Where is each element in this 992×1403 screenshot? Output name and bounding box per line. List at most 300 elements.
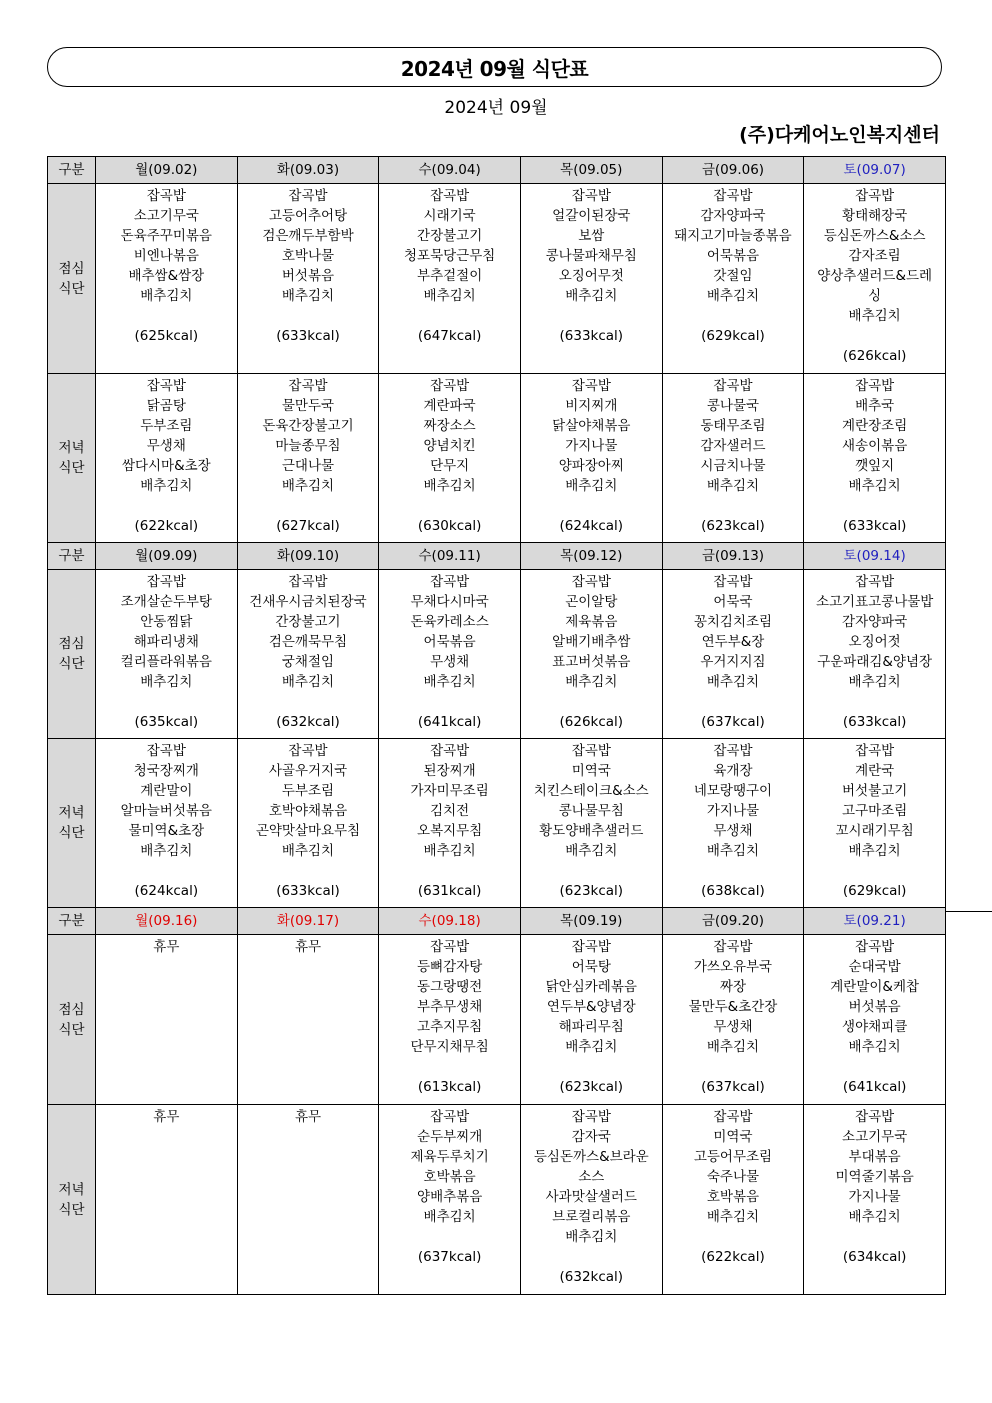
menu-item: 잡곡밥 <box>430 1109 470 1125</box>
menu-item: 양상추샐러드&드레 <box>817 268 933 284</box>
menu-item <box>521 861 662 881</box>
organization-name: (주)다케어노인복지센터 <box>739 124 940 146</box>
menu-item: 오징어젓 <box>848 634 901 650</box>
menu-item: 감자양파국 <box>842 614 908 630</box>
day-date-header: 화(09.17) <box>237 908 379 935</box>
menu-item <box>804 1227 945 1247</box>
menu-item: 양념치킨 <box>423 438 476 454</box>
calorie-value: (641kcal) <box>417 714 482 730</box>
menu-item: 간장불고기 <box>275 614 341 630</box>
menu-item: 고등어무조림 <box>693 1149 773 1165</box>
menu-item: 무생채 <box>146 438 186 454</box>
day-date-header: 목(09.19) <box>520 908 662 935</box>
menu-item: 소스 <box>578 1169 605 1185</box>
calorie-value: (630kcal) <box>417 518 482 534</box>
day-date-header: 금(09.06) <box>662 157 804 184</box>
menu-item: 배추김치 <box>140 674 193 690</box>
menu-item: 잡곡밥 <box>146 743 186 759</box>
lunch-label <box>48 935 96 1105</box>
menu-item: 배추김치 <box>848 1209 901 1225</box>
menu-item: 청국장찌개 <box>133 763 199 779</box>
calorie-value: (613kcal) <box>417 1079 482 1095</box>
menu-item: 새송이볶음 <box>842 438 908 454</box>
menu-item: 단무지 <box>430 458 470 474</box>
calorie-value: (622kcal) <box>701 1249 765 1265</box>
calorie-value: (641kcal) <box>842 1079 907 1095</box>
meal-label-line: 식단 <box>58 1021 85 1038</box>
menu-item: 배추김치 <box>423 1209 476 1225</box>
menu-item: 사골우거지국 <box>268 763 348 779</box>
menu-item: 잡곡밥 <box>713 1109 753 1125</box>
meal-cell <box>804 1105 946 1295</box>
menu-item: 잡곡밥 <box>855 574 895 590</box>
menu-item: 생야채피클 <box>842 1019 908 1035</box>
menu-item: 배추김치 <box>140 843 193 859</box>
menu-item: 잡곡밥 <box>571 378 611 394</box>
meal-cell <box>237 570 379 739</box>
menu-item: 감자양파국 <box>700 208 766 224</box>
day-date-header: 목(09.05) <box>520 157 662 184</box>
day-date-header: 월(09.16) <box>96 908 238 935</box>
dinner-label <box>48 739 96 908</box>
calorie-value: (637kcal) <box>701 714 765 730</box>
menu-item: 콩나물국 <box>706 398 760 414</box>
menu-item: 양배추볶음 <box>417 1189 483 1205</box>
menu-item: 짜장소스 <box>423 418 476 434</box>
menu-item: 짜장 <box>719 979 746 995</box>
menu-item: 배추김치 <box>423 674 476 690</box>
menu-item: 배추김치 <box>423 478 476 494</box>
menu-item: 오복지무침 <box>417 823 483 839</box>
menu-item: 싱 <box>868 288 882 304</box>
meal-cell <box>804 739 946 908</box>
dinner-row <box>48 374 946 543</box>
menu-item: 시래기국 <box>423 208 476 224</box>
menu-item: 계란파국 <box>423 398 476 414</box>
menu-item: 근대나물 <box>281 458 335 474</box>
menu-item: 곤약맛살마요무침 <box>255 823 361 839</box>
week-header-row <box>48 543 946 570</box>
meal-cell <box>520 935 662 1105</box>
menu-item: 버섯볶음 <box>281 268 335 284</box>
menu-item: 제육볶음 <box>565 614 618 630</box>
menu-item: 깻잎지 <box>855 458 895 474</box>
menu-item: 소고기무국 <box>133 208 199 224</box>
menu-item: 콩나물무침 <box>558 803 624 819</box>
day-date-header: 토(09.21) <box>804 908 946 935</box>
menu-item: 잡곡밥 <box>288 574 328 590</box>
menu-item <box>379 861 520 881</box>
menu-item: 해파리냉채 <box>133 634 199 650</box>
menu-item: 미역국 <box>713 1129 753 1145</box>
meal-cell <box>96 184 238 374</box>
menu-item: 비지찌개 <box>565 398 618 414</box>
menu-item: 동그랑땡전 <box>417 979 483 995</box>
menu-item <box>238 306 379 326</box>
menu-item: 계란말이&케찹 <box>830 979 920 995</box>
menu-item: 배추김치 <box>565 843 618 859</box>
menu-item: 연두부&양념장 <box>546 999 636 1015</box>
header-label: 구분 <box>48 543 96 570</box>
menu-item: 꼬시래기무침 <box>835 823 914 839</box>
menu-item: 순두부찌개 <box>417 1129 483 1145</box>
calorie-value: (625kcal) <box>134 328 199 344</box>
menu-item: 배추김치 <box>281 674 335 690</box>
margin-line <box>946 911 992 912</box>
menu-item: 등심돈까스&브라운 <box>533 1149 649 1165</box>
menu-item: 휴무 <box>294 939 322 955</box>
week-header-row <box>48 157 946 184</box>
menu-item: 호박야채볶음 <box>268 803 348 819</box>
menu-item <box>804 692 945 712</box>
lunch-row <box>48 570 946 739</box>
menu-item: 잡곡밥 <box>146 574 186 590</box>
lunch-label <box>48 570 96 739</box>
lunch-label <box>48 184 96 374</box>
menu-item <box>663 861 804 881</box>
calorie-value: (637kcal) <box>701 1079 765 1095</box>
menu-item <box>663 1057 804 1077</box>
menu-item: 우거지지짐 <box>700 654 766 670</box>
menu-item: 잡곡밥 <box>855 1109 895 1125</box>
menu-item <box>238 692 379 712</box>
menu-item: 등뼈감자탕 <box>417 959 483 975</box>
menu-item <box>96 861 237 881</box>
menu-item: 배추김치 <box>565 1229 618 1245</box>
menu-item: 배추김치 <box>565 288 618 304</box>
page-title <box>47 47 942 87</box>
meal-cell <box>662 184 804 374</box>
menu-item <box>379 1057 520 1077</box>
calorie-value: (623kcal) <box>559 1079 624 1095</box>
dinner-row <box>48 739 946 908</box>
calorie-value: (632kcal) <box>276 714 340 730</box>
menu-item: 꽁치김치조림 <box>693 614 773 630</box>
menu-item: 배추김치 <box>848 674 901 690</box>
meal-cell <box>379 739 521 908</box>
menu-item: 잡곡밥 <box>430 574 470 590</box>
menu-item: 치킨스테이크&소스 <box>533 783 649 799</box>
menu-item: 검은깨두부함박 <box>262 228 354 244</box>
menu-item: 네모랑땡구이 <box>693 783 773 799</box>
title-text: 2024년 09월 식단표 <box>400 56 589 81</box>
menu-item: 가지나물 <box>706 803 760 819</box>
menu-item: 소고기무국 <box>842 1129 908 1145</box>
day-date-header: 화(09.10) <box>237 543 379 570</box>
menu-item: 잡곡밥 <box>571 188 611 204</box>
menu-item: 소고기표고콩나물밥 <box>815 594 934 610</box>
menu-item: 물미역&초장 <box>128 823 205 839</box>
menu-item: 휴무 <box>294 1109 322 1125</box>
menu-item: 황도양배추샐러드 <box>539 823 644 839</box>
meal-label-line: 식단 <box>58 460 85 476</box>
meal-cell <box>379 184 521 374</box>
menu-item: 무채다시마국 <box>410 594 489 610</box>
menu-item: 돼지고기마늘종볶음 <box>674 228 792 244</box>
menu-item: 배추김치 <box>848 1039 901 1055</box>
menu-item: 어묵볶음 <box>423 634 476 650</box>
menu-item: 표고버섯볶음 <box>552 654 631 670</box>
menu-item: 계란말이 <box>140 783 193 799</box>
menu-item: 가쓰오유부국 <box>693 959 773 975</box>
menu-item: 잡곡밥 <box>146 378 186 394</box>
calorie-value: (633kcal) <box>842 518 907 534</box>
calorie-value: (633kcal) <box>842 714 907 730</box>
menu-item: 호박볶음 <box>706 1189 760 1205</box>
menu-item <box>663 1227 804 1247</box>
menu-item: 호박볶음 <box>423 1169 476 1185</box>
lunch-row <box>48 935 946 1105</box>
menu-item: 배추김치 <box>706 1039 760 1055</box>
menu-item: 쌈다시마&초장 <box>121 458 211 474</box>
menu-item: 고등어추어탕 <box>268 208 348 224</box>
meal-label-line: 저녁 <box>58 440 85 456</box>
calorie-value: (629kcal) <box>842 883 907 899</box>
calorie-value: (634kcal) <box>842 1249 907 1265</box>
menu-item: 된장찌개 <box>423 763 476 779</box>
menu-item: 등심돈까스&소스 <box>823 228 926 244</box>
calorie-value: (626kcal) <box>559 714 624 730</box>
day-date-header: 월(09.02) <box>96 157 238 184</box>
menu-item: 배추국 <box>855 398 895 414</box>
menu-item: 잡곡밥 <box>855 939 895 955</box>
dinner-label <box>48 1105 96 1295</box>
menu-item: 동태무조림 <box>700 418 766 434</box>
meal-cell <box>804 570 946 739</box>
menu-item: 배추김치 <box>706 1209 760 1225</box>
menu-item: 배추김치 <box>706 478 760 494</box>
calorie-value: (637kcal) <box>417 1249 482 1265</box>
meal-label-line: 저녁 <box>58 1181 85 1198</box>
menu-item: 배추김치 <box>706 843 760 859</box>
menu-item: 갓절임 <box>713 268 753 284</box>
meal-cell <box>520 184 662 374</box>
meal-cell <box>520 570 662 739</box>
dinner-row <box>48 1105 946 1295</box>
menu-item <box>96 306 237 326</box>
meal-label-line: 식단 <box>58 656 85 672</box>
menu-item: 해파리무침 <box>558 1019 624 1035</box>
day-date-header: 목(09.12) <box>520 543 662 570</box>
menu-item <box>804 326 945 346</box>
header-label: 구분 <box>48 157 96 184</box>
meal-cell <box>379 1105 521 1295</box>
menu-item: 배추김치 <box>423 288 476 304</box>
menu-item <box>521 1057 662 1077</box>
meal-cell <box>804 184 946 374</box>
menu-item: 검은깨묵무침 <box>268 634 348 650</box>
calorie-value: (627kcal) <box>276 518 340 534</box>
menu-item: 배추김치 <box>848 308 901 324</box>
calorie-value: (623kcal) <box>701 518 765 534</box>
menu-item: 오징어무젓 <box>558 268 624 284</box>
menu-item <box>663 306 804 326</box>
calorie-value: (626kcal) <box>842 348 907 364</box>
menu-item: 고구마조림 <box>842 803 908 819</box>
menu-item: 배추김치 <box>281 288 335 304</box>
menu-item: 물만두&초간장 <box>688 999 778 1015</box>
menu-item: 잡곡밥 <box>430 378 470 394</box>
dinner-label <box>48 374 96 543</box>
menu-item: 두부조림 <box>281 783 335 799</box>
menu-item: 두부조림 <box>140 418 193 434</box>
menu-item: 잡곡밥 <box>430 939 470 955</box>
menu-item: 잡곡밥 <box>288 743 328 759</box>
menu-item <box>238 496 379 516</box>
meal-label-line: 점심 <box>58 260 85 277</box>
menu-item: 컬리플라워볶음 <box>120 654 212 670</box>
menu-item <box>96 496 237 516</box>
calorie-value: (632kcal) <box>559 1269 624 1285</box>
menu-item: 알마늘버섯볶음 <box>120 803 212 819</box>
menu-item <box>238 861 379 881</box>
meal-label-line: 점심 <box>58 636 85 652</box>
menu-item <box>804 496 945 516</box>
meal-cell <box>96 570 238 739</box>
menu-item: 콩나물파채무침 <box>545 248 637 264</box>
menu-item: 간장불고기 <box>417 228 483 244</box>
menu-item <box>804 861 945 881</box>
menu-item: 잡곡밥 <box>713 939 753 955</box>
meal-cell <box>520 739 662 908</box>
menu-item: 배추김치 <box>281 843 335 859</box>
meal-cell <box>96 374 238 543</box>
menu-item: 감자국 <box>571 1129 611 1145</box>
menu-item <box>379 1227 520 1247</box>
menu-item: 잡곡밥 <box>713 378 753 394</box>
menu-item <box>379 496 520 516</box>
menu-item: 미역국 <box>571 763 611 779</box>
menu-item: 잡곡밥 <box>288 378 328 394</box>
menu-item: 연두부&장 <box>701 634 765 650</box>
menu-item: 무생채 <box>430 654 470 670</box>
calorie-value: (633kcal) <box>276 883 340 899</box>
menu-item: 잡곡밥 <box>571 939 611 955</box>
menu-item: 부추겉절이 <box>417 268 483 284</box>
menu-item: 잡곡밥 <box>430 188 470 204</box>
menu-item: 닭살야채볶음 <box>552 418 631 434</box>
header-label: 구분 <box>48 908 96 935</box>
menu-item: 숙주나물 <box>706 1169 760 1185</box>
menu-item: 황태해장국 <box>842 208 908 224</box>
menu-item: 부대볶음 <box>848 1149 901 1165</box>
subtitle: 2024년 09월 <box>444 98 548 118</box>
menu-item: 배추김치 <box>706 288 760 304</box>
menu-item: 배추김치 <box>706 674 760 690</box>
menu-item: 배추김치 <box>848 478 901 494</box>
menu-item: 미역줄기볶음 <box>835 1169 914 1185</box>
menu-item: 김치전 <box>430 803 470 819</box>
meal-label-line: 식단 <box>58 280 85 297</box>
menu-item: 양파장아찌 <box>558 458 624 474</box>
menu-item: 잡곡밥 <box>855 378 895 394</box>
menu-item: 육개장 <box>713 763 753 779</box>
menu-item: 잡곡밥 <box>571 574 611 590</box>
menu-item: 잡곡밥 <box>855 188 895 204</box>
menu-item: 배추김치 <box>281 478 335 494</box>
menu-item: 잡곡밥 <box>571 1109 611 1125</box>
menu-item <box>521 496 662 516</box>
menu-item: 닭안심카레볶음 <box>545 979 637 995</box>
menu-item: 브로컬리볶음 <box>552 1209 631 1225</box>
menu-item: 잡곡밥 <box>713 743 753 759</box>
calorie-value: (629kcal) <box>701 328 765 344</box>
day-date-header: 화(09.03) <box>237 157 379 184</box>
menu-item: 돈육주꾸미볶음 <box>120 228 212 244</box>
menu-item: 얼갈이된장국 <box>552 208 631 224</box>
meal-cell <box>379 935 521 1105</box>
meal-cell <box>96 739 238 908</box>
menu-item: 버섯볶음 <box>848 999 901 1015</box>
meal-cell <box>662 1105 804 1295</box>
menu-item: 어묵국 <box>713 594 753 610</box>
menu-item: 잡곡밥 <box>855 743 895 759</box>
meal-cell <box>379 570 521 739</box>
day-date-header: 수(09.11) <box>379 543 521 570</box>
menu-item <box>379 306 520 326</box>
day-date-header: 토(09.07) <box>804 157 946 184</box>
menu-item: 닭곰탕 <box>146 398 186 414</box>
calorie-value: (624kcal) <box>134 883 199 899</box>
menu-item: 고추지무침 <box>417 1019 483 1035</box>
menu-item: 무생채 <box>713 823 753 839</box>
day-date-header: 월(09.09) <box>96 543 238 570</box>
menu-item: 잡곡밥 <box>571 743 611 759</box>
meal-label-line: 저녁 <box>58 805 85 821</box>
menu-item <box>96 692 237 712</box>
menu-item: 잡곡밥 <box>713 188 753 204</box>
menu-item <box>521 306 662 326</box>
calorie-value: (633kcal) <box>276 328 340 344</box>
meal-cell <box>662 570 804 739</box>
menu-item: 보쌈 <box>578 228 605 244</box>
menu-item: 시금치나물 <box>700 458 766 474</box>
calorie-value: (622kcal) <box>134 518 199 534</box>
calorie-value: (624kcal) <box>559 518 624 534</box>
meal-cell <box>379 374 521 543</box>
menu-item <box>663 692 804 712</box>
menu-item: 건새우시금치된장국 <box>249 594 367 610</box>
meal-cell <box>804 374 946 543</box>
menu-item <box>521 692 662 712</box>
menu-item: 가지나물 <box>848 1189 901 1205</box>
menu-item: 제육두루치기 <box>410 1149 489 1165</box>
menu-item: 안동찜닭 <box>140 614 193 630</box>
menu-item: 어묵볶음 <box>706 248 760 264</box>
menu-item: 무생채 <box>713 1019 753 1035</box>
menu-item: 알배기배추쌈 <box>552 634 631 650</box>
menu-item: 잡곡밥 <box>146 188 186 204</box>
menu-item: 조개살순두부탕 <box>120 594 212 610</box>
menu-item <box>521 1247 662 1267</box>
meal-cell <box>96 1105 238 1295</box>
day-date-header: 금(09.13) <box>662 543 804 570</box>
meal-cell <box>237 374 379 543</box>
menu-item: 호박나물 <box>281 248 335 264</box>
menu-item: 감자조림 <box>848 248 901 264</box>
menu-item <box>804 1057 945 1077</box>
menu-item: 배추김치 <box>565 674 618 690</box>
day-date-header: 수(09.04) <box>379 157 521 184</box>
menu-item: 감자샐러드 <box>700 438 766 454</box>
menu-item: 계란장조림 <box>842 418 908 434</box>
menu-item: 배추김치 <box>565 478 618 494</box>
meal-cell <box>662 935 804 1105</box>
meal-label-line: 점심 <box>58 1001 85 1018</box>
menu-item: 가지나물 <box>565 438 618 454</box>
menu-item: 순대국밥 <box>848 959 901 975</box>
menu-item: 계란국 <box>855 763 895 779</box>
